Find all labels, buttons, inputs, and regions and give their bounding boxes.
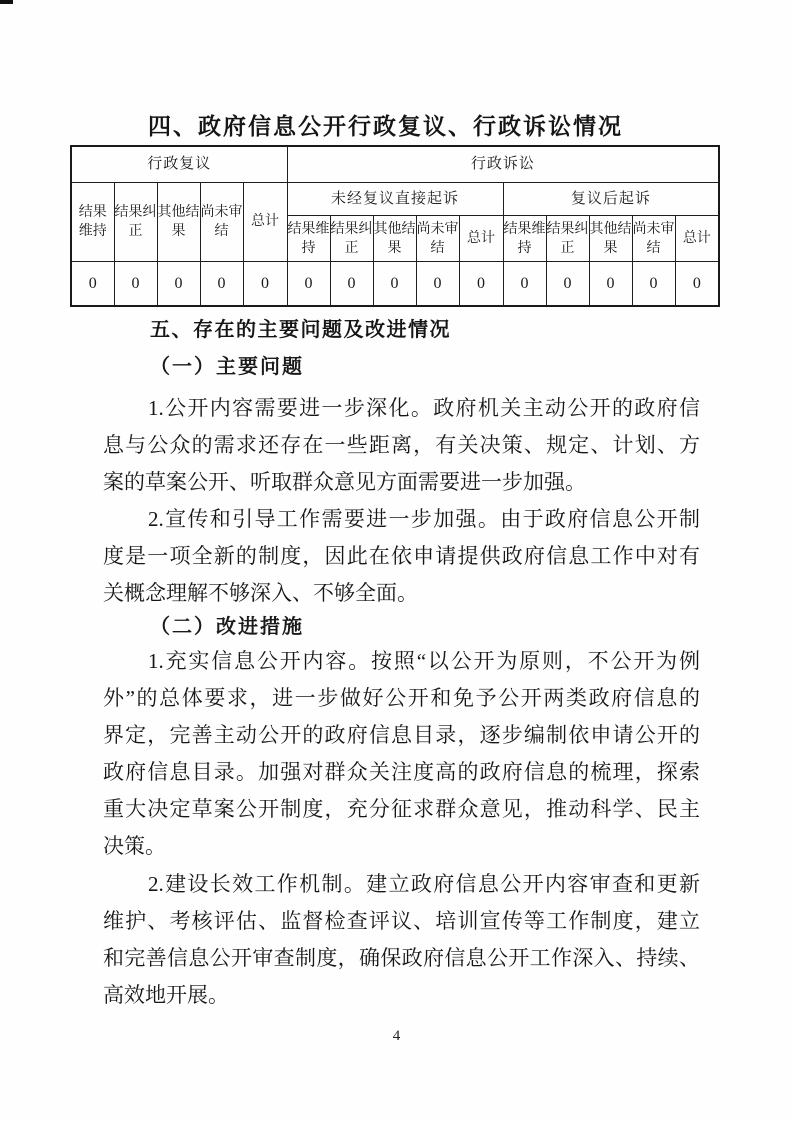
value-cell: 0	[632, 261, 675, 306]
value-cell: 0	[287, 261, 330, 306]
paragraph-main-problem-2	[103, 501, 700, 612]
subgroup-header-direct-suit: 未经复议直接起诉	[287, 183, 503, 216]
col-header-review-pending: 尚未审结	[200, 183, 243, 261]
text-line: 外”的总体要求，进一步做好公开和免予公开两类政府信息的	[103, 686, 700, 710]
text-line: 度是一项全新的制度，因此在依申请提供政府信息工作中对有	[103, 544, 700, 568]
scan-artifact	[0, 0, 13, 4]
table-subgroup-header-row	[71, 183, 719, 216]
text-line: 案的草案公开、听取群众意见方面需要进一步加强。	[103, 470, 586, 494]
paragraph-improvement-2	[103, 866, 700, 1014]
value-cell: 0	[373, 261, 416, 306]
col-header-direct-corrected: 结果纠正	[330, 216, 373, 261]
col-header-after-total: 总计	[675, 216, 719, 261]
col-header-direct-pending: 尚未审结	[416, 216, 459, 261]
value-cell: 0	[675, 261, 719, 306]
value-cell: 0	[330, 261, 373, 306]
text-line: 1.公开内容需要进一步深化。政府机关主动公开的政府信	[148, 396, 700, 420]
value-cell: 0	[503, 261, 546, 306]
text-line: 2.宣传和引导工作需要进一步加强。由于政府信息公开制	[148, 507, 700, 531]
col-header-review-other: 其他结果	[157, 183, 200, 261]
value-cell: 0	[459, 261, 503, 306]
value-cell: 0	[589, 261, 632, 306]
text-line: 政府信息目录。加强对群众关注度高的政府信息的梳理，探索	[103, 760, 700, 784]
text-line: 界定，完善主动公开的政府信息目录，逐步编制依申请公开的	[103, 723, 700, 747]
text-line: 1.充实信息公开内容。按照“以公开为原则，不公开为例	[148, 649, 700, 673]
col-header-after-pending: 尚未审结	[632, 216, 675, 261]
subsection1-heading: （一）主要问题	[150, 356, 304, 378]
col-header-direct-other: 其他结果	[373, 216, 416, 261]
value-cell: 0	[114, 261, 157, 306]
value-cell: 0	[416, 261, 459, 306]
col-header-review-corrected: 结果纠正	[114, 183, 157, 261]
text-line: 关概念理解不够深入、不够全面。	[103, 581, 418, 605]
value-cell: 0	[200, 261, 243, 306]
text-line: 息与公众的需求还存在一些距离，有关决策、规定、计划、方	[103, 433, 700, 457]
paragraph-main-problem-1	[103, 390, 700, 501]
col-header-review-upheld: 结果维持	[71, 183, 114, 261]
col-header-after-corrected: 结果纠正	[546, 216, 589, 261]
col-header-direct-total: 总计	[459, 216, 503, 261]
value-cell: 0	[546, 261, 589, 306]
table-values-row	[71, 261, 719, 306]
value-cell: 0	[243, 261, 287, 306]
page-number: 4	[392, 1028, 401, 1044]
text-line: 重大决定草案公开制度，充分征求群众意见，推动科学、民主	[103, 797, 700, 821]
admin-review-litigation-table	[70, 145, 720, 307]
col-header-direct-upheld: 结果维持	[287, 216, 330, 261]
text-line: 维护、考核评估、监督检查评议、培训宣传等工作制度，建立	[103, 909, 700, 933]
section4-heading: 四、政府信息公开行政复议、行政诉讼情况	[148, 113, 623, 139]
value-cell: 0	[71, 261, 114, 306]
value-cell: 0	[157, 261, 200, 306]
subgroup-header-suit-after-review: 复议后起诉	[503, 183, 719, 216]
text-line: 和完善信息公开审查制度，确保政府信息公开工作深入、持续、	[103, 946, 700, 970]
col-header-after-upheld: 结果维持	[503, 216, 546, 261]
col-header-review-total: 总计	[243, 183, 287, 261]
subsection2-heading: （二）改进措施	[150, 616, 304, 638]
text-line: 高效地开展。	[103, 983, 229, 1007]
text-line: 决策。	[103, 834, 166, 858]
col-header-after-other: 其他结果	[589, 216, 632, 261]
text-line: 2.建设长效工作机制。建立政府信息公开内容审查和更新	[148, 872, 700, 896]
group-header-admin-review: 行政复议	[71, 146, 287, 183]
section5-heading: 五、存在的主要问题及改进情况	[150, 319, 451, 341]
group-header-admin-litigation: 行政诉讼	[287, 146, 719, 183]
paragraph-improvement-1	[103, 643, 700, 865]
table-group-header-row	[71, 146, 719, 183]
